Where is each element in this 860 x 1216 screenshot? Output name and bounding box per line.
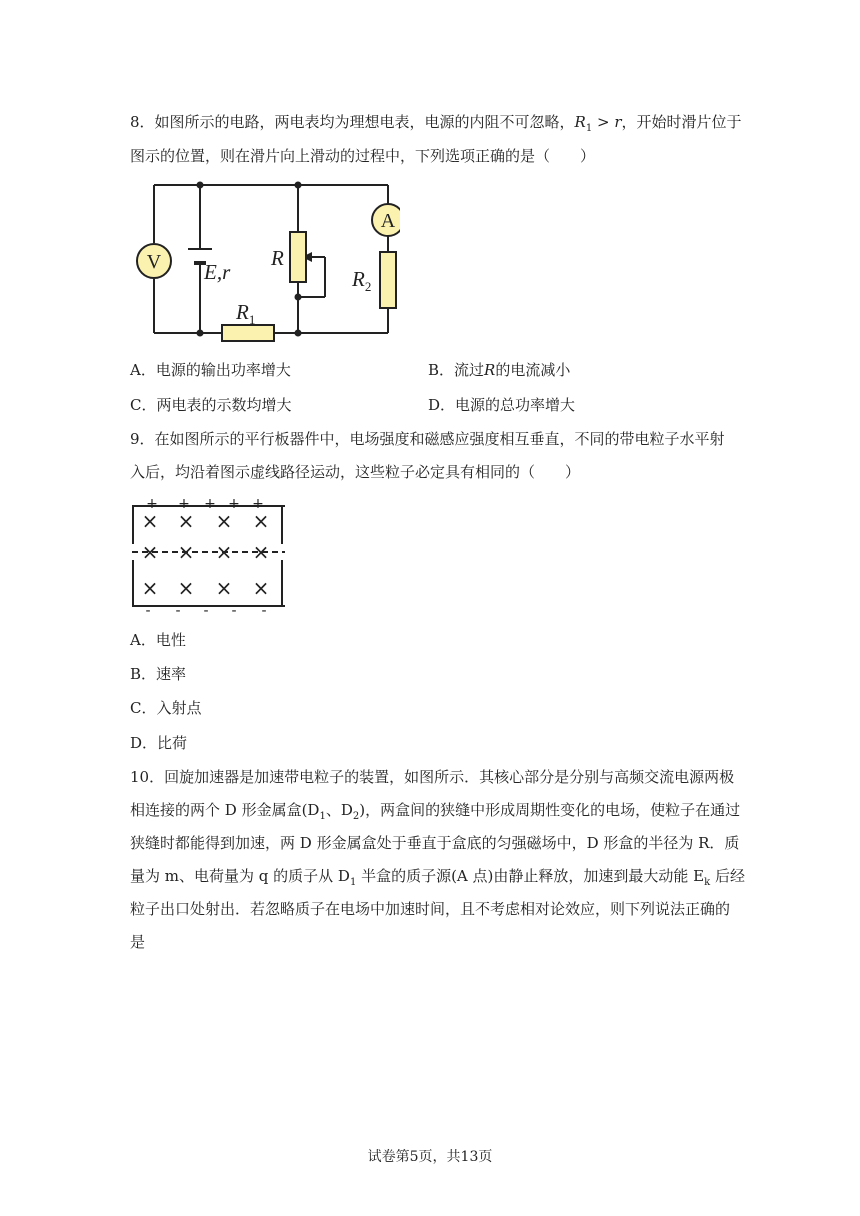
- field-cross: ×: [177, 509, 195, 533]
- q8-line-1: 8．如图所示的电路，两电表均为理想电表，电源的内阻不可忽略，$R_1 > r$，开始时滑片位于: [130, 113, 742, 134]
- field-cross: ×: [177, 576, 195, 600]
- q8-option-d[interactable]: D．电源的总功率增大: [428, 396, 576, 414]
- minus-sign: -: [175, 603, 181, 616]
- field-cross: ×: [215, 509, 233, 533]
- rheostat-label: R: [271, 246, 284, 270]
- q8-circuit-diagram: [130, 176, 400, 346]
- r1-label: $R_1$: [236, 300, 256, 327]
- page-footer: 试卷第5页，共13页: [367, 1149, 493, 1165]
- minus-sign: -: [231, 603, 237, 616]
- svg-text:A: A: [380, 210, 396, 232]
- plus-sign: +: [252, 496, 264, 512]
- q9-option-b[interactable]: B．速率: [130, 665, 187, 683]
- q8-option-a[interactable]: A．电源的输出功率增大: [130, 361, 291, 379]
- minus-sign: -: [261, 603, 267, 616]
- q10-line-1: 10．回旋加速器是加速带电粒子的装置，如图所示．其核心部分是分别与高频交流电源两极: [130, 768, 735, 786]
- q10-line-5: 粒子出口处射出．若忽略质子在电场中加速时间，且不考虑相对论效应，则下列说法正确的: [130, 900, 731, 918]
- q10-line-2: 相连接的两个 D 形金属盒($D_1$、$D_2$)，两盒间的狭缝中形成周期性变化的电场，使粒子在通过: [130, 801, 741, 822]
- q8-condition-r1: R: [574, 113, 586, 131]
- field-cross: ×: [141, 576, 159, 600]
- plus-sign: +: [178, 496, 190, 512]
- q9-line-1: 9．在如图所示的平行板器件中，电场强度和磁感应强度相互垂直，不同的带电粒子水平射: [130, 430, 725, 448]
- r2-label: $R_2$: [352, 267, 372, 294]
- field-cross: ×: [215, 576, 233, 600]
- q9-option-d[interactable]: D．比荷: [130, 734, 188, 752]
- q8-condition-rest: > r: [592, 113, 622, 131]
- field-cross: ×: [141, 509, 159, 533]
- svg-text:V: V: [146, 251, 162, 273]
- voltmeter: [137, 244, 171, 278]
- field-cross: ×: [177, 540, 195, 564]
- plus-sign: +: [204, 496, 216, 512]
- source-label: E,r: [204, 260, 231, 284]
- minus-sign: -: [203, 603, 209, 616]
- q8-line-2: 图示的位置，则在滑片向上滑动的过程中，下列选项正确的是（ ）: [130, 147, 596, 165]
- q10-line-6: 是: [130, 933, 146, 951]
- plus-sign: +: [146, 496, 158, 512]
- resistor-r2: [380, 252, 396, 308]
- q8-option-b[interactable]: B．流过R的电流减小: [428, 361, 571, 379]
- field-cross: ×: [215, 540, 233, 564]
- field-cross: ×: [252, 576, 270, 600]
- q9-line-2: 入后，均沿着图示虚线路径运动，这些粒子必定具有相同的（ ）: [130, 463, 581, 481]
- field-cross: ×: [141, 540, 159, 564]
- q9-option-c[interactable]: C．入射点: [130, 699, 202, 717]
- q9-parallel-plate-diagram: [130, 494, 290, 616]
- field-cross: ×: [252, 540, 270, 564]
- q10-line-4: 量为 m、电荷量为 q 的质子从 $D_1$ 半盒的质子源(A 点)由静止释放，加速到最大动能 $E_k$ 后经: [130, 867, 745, 888]
- q9-option-a[interactable]: A．电性: [130, 631, 186, 649]
- field-cross: ×: [252, 509, 270, 533]
- rheostat-body: [290, 232, 306, 282]
- plus-sign: +: [228, 496, 240, 512]
- q10-line-3: 狭缝时都能得到加速，两 D 形金属盒处于垂直于盒底的匀强磁场中，D 形盒的半径为 R．质: [130, 834, 740, 852]
- ammeter: [372, 204, 400, 236]
- minus-sign: -: [145, 603, 151, 616]
- resistor-r1: [222, 325, 274, 341]
- q8-option-c[interactable]: C．两电表的示数均增大: [130, 396, 292, 414]
